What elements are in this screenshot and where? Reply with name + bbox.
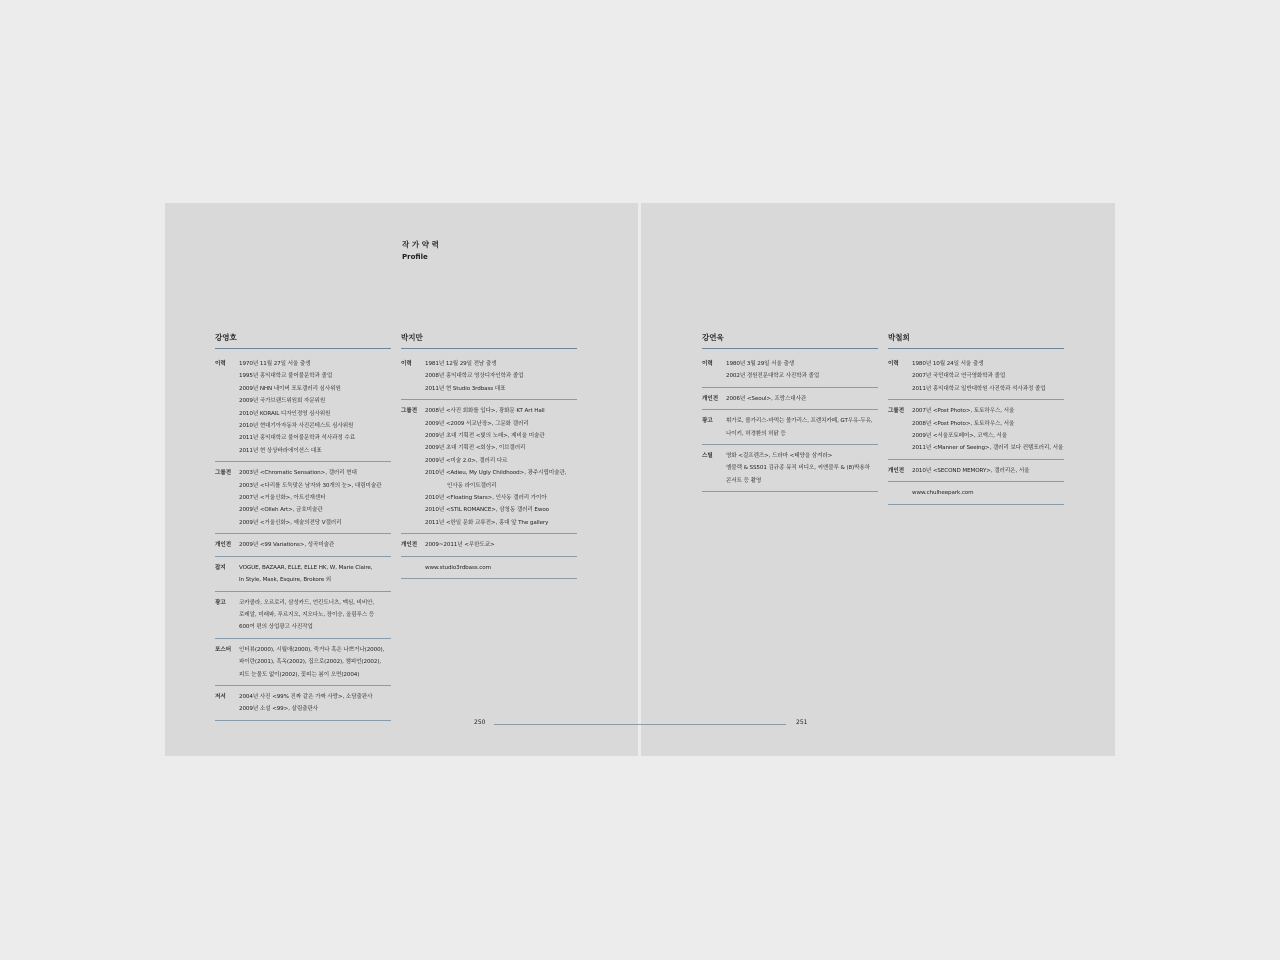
section-line: 1995년 홍익대학교 불어불문학과 졸업 — [239, 373, 333, 380]
profile-section — [702, 410, 878, 445]
section-line: 600여 편의 상업광고 사진작업 — [239, 624, 313, 631]
profile-section — [215, 592, 391, 639]
section-line: 영화 <걸프렌즈>, 드라마 <태양을 삼켜라> — [726, 453, 833, 460]
section-line: 2009년 NHN 네이버 포토갤러리 심사위원 — [239, 385, 341, 392]
section-line: 2011년 <Manner of Seeing>, 갤러리 보다 컨템포러리, 서울 — [912, 445, 1064, 452]
heading-korean: 작 가 약 력 — [402, 240, 439, 249]
section-line: 2009년 초대 기획전 <빛의 노래>, 제비울 미술관 — [425, 433, 545, 440]
section-line: 2009년 <2009 서교난장>, 그문화 갤러리 — [425, 420, 529, 427]
section-line: 1980년 10월 24일 서울 출생 — [912, 361, 984, 367]
section-line: 2004년 사진 <99% 진짜 같은 가짜 사랑>, 소담출판사 — [239, 693, 373, 700]
section-line: 2010년 <Adieu, My Ugly Childhood>, 광주시립미술관, — [425, 470, 567, 477]
section-line: www.studio3rdbass.com — [425, 564, 491, 571]
section-line: 2002년 경원전문대학교 사진학과 졸업 — [726, 373, 820, 380]
section-line: 2010년 KORAIL 디자인경영 심사위원 — [239, 410, 331, 417]
section-line: 2009~2011년 <무한도쿄> — [425, 542, 495, 549]
section-label: 개인전 — [215, 542, 232, 549]
section-line: 파이란(2001), 흑옥(2002), 집으로(2002), 챔피언(2002), — [239, 659, 382, 666]
section-label: 이력 — [215, 361, 226, 367]
profile-section — [888, 400, 1064, 460]
section-label: 저서 — [215, 693, 226, 700]
section-line: 2009년 <Olleh Art>, 금호미술관 — [239, 507, 323, 514]
section-line: 엠블랙 & SS501 김규종 뮤직 비디오, 씨엔블루 & (8)박용하 — [726, 465, 870, 472]
section-lines — [239, 562, 391, 587]
section-line: 2003년 <Chromatic Sensation>, 갤러리 현대 — [239, 470, 357, 477]
section-label: 이력 — [888, 361, 899, 367]
section-line: 2009년 <99 Variations>, 성곡미술관 — [239, 542, 335, 549]
profile-section — [215, 686, 391, 721]
section-lines — [912, 358, 1064, 395]
section-line: 2011년 홍익대학교 일반대학원 사진학과 석사과정 졸업 — [912, 385, 1046, 392]
artist-column-1 — [215, 333, 391, 721]
profile-heading — [402, 238, 439, 264]
section-line: 피도 눈물도 없이(2002), 꽃피는 봄이 오면(2004) — [239, 671, 360, 678]
section-label: 이력 — [702, 361, 713, 367]
section-line: 2003년 <다리를 도둑맞은 남자와 30개의 눈>, 대림미술관 — [239, 482, 382, 489]
section-lines — [239, 597, 391, 634]
section-label: 그룹전 — [401, 408, 418, 415]
section-lines — [912, 405, 1064, 455]
section-lines — [726, 415, 878, 440]
profile-section — [702, 353, 878, 388]
section-line: 2007년 국민대학교 연극영화학과 졸업 — [912, 373, 1006, 380]
section-line: 2007년 <Post Photo>, 토토하우스, 서울 — [912, 408, 1015, 415]
section-line: VOGUE, BAZAAR, ELLE, ELLE HK, W, Marie Claire, — [239, 564, 373, 571]
section-lines — [239, 539, 391, 551]
book-gutter — [638, 203, 641, 756]
heading-english: Profile — [402, 253, 428, 261]
section-label: 광고 — [702, 418, 713, 425]
section-line: 2009년 <서울포토페어>, 코엑스, 서울 — [912, 433, 1008, 440]
profile-section — [888, 353, 1064, 400]
footer-rule — [494, 724, 786, 725]
page-number-right: 251 — [796, 719, 808, 726]
page-number-left: 250 — [474, 719, 486, 726]
profile-section — [401, 400, 577, 534]
section-label: 포스터 — [215, 646, 232, 653]
section-line: In Style, Mask, Esquire, Brokore 외 — [239, 577, 332, 584]
section-line: 2010년 <Floating Stars>, 인사동 갤러리 가이아 — [425, 495, 547, 502]
profile-section — [215, 639, 391, 686]
section-label: 개인전 — [888, 467, 905, 474]
profile-section — [215, 557, 391, 592]
section-line: 2011년 <한일 문화 교류전>, 홍대 앞 The gallery — [425, 519, 549, 526]
section-lines — [425, 562, 577, 574]
section-line: 인터뷰(2000), 시월애(2000), 죽거나 혹은 나쁘거나(2000), — [239, 646, 385, 653]
section-line: 2011년 현 Studio 3rdbass 대표 — [425, 385, 506, 392]
section-line: 2010년 <SECOND MEMORY>, 갤러리온, 서울 — [912, 467, 1030, 474]
section-lines — [239, 358, 391, 457]
section-line: 인사동 라이트갤러리 — [447, 482, 497, 489]
section-label: 이력 — [401, 361, 412, 367]
profile-section — [401, 534, 577, 556]
section-line: 2009년 <미술 2.0>, 갤러리 다르 — [425, 457, 508, 464]
section-line: 1980년 3월 29일 서울 출생 — [726, 361, 795, 367]
section-line: 코카콜라, 오르로리, 삼성카드, 언킨도너츠, 맥심, 비비안, — [239, 599, 375, 606]
section-lines — [726, 450, 878, 487]
section-lines — [239, 644, 391, 681]
section-label: 개인전 — [702, 395, 719, 402]
section-lines — [912, 487, 1064, 499]
section-lines — [425, 539, 577, 551]
artist-name: 박철희 — [888, 333, 1064, 349]
section-line: 2009년 <거울신화>, 예술의전당 V갤러리 — [239, 519, 342, 526]
section-line: 2009년 국가브랜드위원회 자문위원 — [239, 398, 326, 405]
section-label: 개인전 — [401, 542, 418, 549]
section-line: 2006년 <Seoul>, 프랑스대사관 — [726, 395, 807, 402]
section-lines — [239, 691, 391, 716]
section-label: 잡지 — [215, 564, 226, 571]
section-label: 광고 — [215, 599, 226, 606]
artist-column-3 — [702, 333, 878, 492]
section-label: 그룹전 — [215, 470, 232, 477]
section-label: 그룹전 — [888, 408, 905, 415]
section-lines — [726, 393, 878, 405]
section-line: 2011년 현 상상바라에이션스 대표 — [239, 447, 322, 454]
section-line: 휘가로, 볼가리스-마먹는 볼가리스, 프렌치카페, GT우유-두유, — [726, 418, 873, 425]
section-line: 2008년 <사진 회화를 입다>, 광화문 KT Art Hall — [425, 408, 545, 415]
section-label — [888, 487, 912, 499]
section-line: 나이키, 허경환의 허닭 등 — [726, 430, 786, 437]
section-line: 2009년 소설 <99>, 살림출판사 — [239, 706, 319, 713]
section-line: 2008년 <Post Photo>, 토토하우스, 서울 — [912, 420, 1015, 427]
section-line: www.chulheepark.com — [912, 490, 974, 497]
profile-section — [702, 445, 878, 492]
section-label — [401, 562, 425, 574]
section-lines — [912, 465, 1064, 477]
section-line: 2011년 홍익대학교 불어불문학과 석사과정 수료 — [239, 435, 356, 442]
profile-section — [215, 462, 391, 534]
profile-section — [888, 460, 1064, 482]
profile-section — [702, 388, 878, 410]
profile-section — [215, 534, 391, 556]
artist-column-2 — [401, 333, 577, 579]
section-lines — [239, 467, 391, 529]
section-line: 2007년 <거울신화>, 아트선재센터 — [239, 495, 326, 502]
artist-name: 강영호 — [215, 333, 391, 349]
section-line: 2009년 초대 기획전 <회상>, 이브갤러리 — [425, 445, 526, 452]
profile-section — [888, 482, 1064, 504]
profile-section — [215, 353, 391, 462]
profile-section — [401, 353, 577, 400]
section-lines — [726, 358, 878, 383]
artist-name: 강연욱 — [702, 333, 878, 349]
artist-name: 박지만 — [401, 333, 577, 349]
section-label: 스틸 — [702, 453, 713, 460]
section-line: 콘서트 등 촬영 — [726, 477, 762, 484]
section-line: 로레알, 미래파, 푸르지오, 지오다노, 장이승, 올림푸스 등 — [239, 611, 375, 618]
profile-section — [401, 557, 577, 579]
section-lines — [425, 405, 577, 529]
section-line: 1970년 11월 27일 서울 출생 — [239, 361, 311, 367]
section-lines — [425, 358, 577, 395]
section-line: 1981년 12월 29일 전남 출생 — [425, 361, 497, 367]
section-line: 2010년 현대기아자동차 사진콘테스트 심사위원 — [239, 423, 354, 430]
section-line: 2010년 <STIL ROMANCE>, 삼청동 갤러리 Ewoo — [425, 507, 549, 514]
section-line: 2008년 홍익대학교 영상디자인학과 졸업 — [425, 373, 524, 380]
artist-column-4 — [888, 333, 1064, 505]
